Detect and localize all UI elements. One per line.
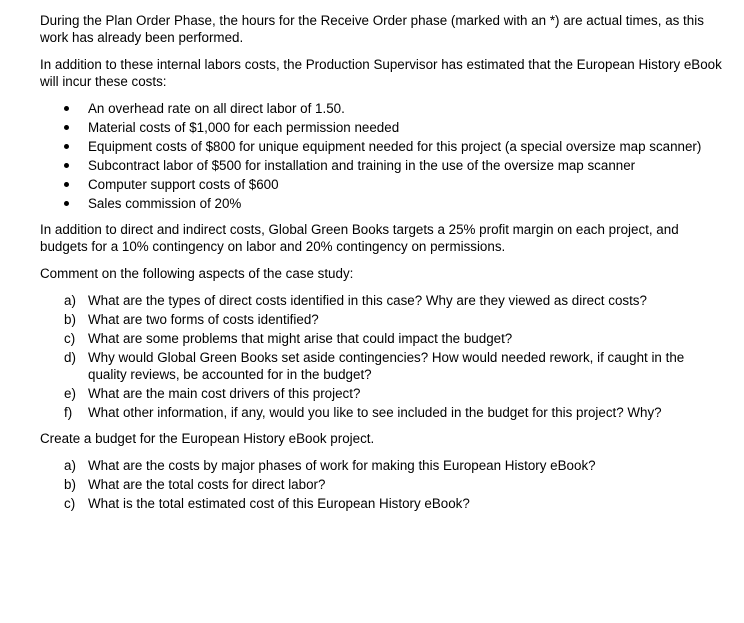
question-text: What other information, if any, would you like to see included in the budget for this project? Why? <box>88 405 662 420</box>
intro-paragraph-additional-costs: In addition to these internal labors costs, the Production Supervisor has estimated that the European History eBook will incur these costs: <box>40 57 722 89</box>
question-marker: b) <box>64 477 76 492</box>
question-text: What is the total estimated cost of this European History eBook? <box>88 496 470 511</box>
question-marker: a) <box>64 458 76 473</box>
cost-item-equipment: Equipment costs of $800 for unique equipment needed for this project (a special oversize map scanner) <box>40 138 724 155</box>
question-text: Why would Global Green Books set aside contingencies? How would needed rework, if caught in the quality reviews, be accounted for in the budget? <box>88 350 685 382</box>
comment-heading: Comment on the following aspects of the case study: <box>40 266 354 281</box>
budget-question-item <box>40 457 724 474</box>
question-marker: c) <box>64 496 76 511</box>
comment-question-list <box>40 292 724 421</box>
budget-question-item <box>40 476 724 493</box>
question-text: What are the main cost drivers of this project? <box>88 386 361 401</box>
question-text: What are two forms of costs identified? <box>88 312 319 327</box>
cost-item-computer-support: Computer support costs of $600 <box>40 176 724 193</box>
cost-list <box>40 100 724 212</box>
targets-paragraph: In addition to direct and indirect costs, Global Green Books targets a 25% profit margin on each project, and budgets for a 10% contingency on labor and 20% contingency on permissions. <box>40 222 679 254</box>
intro-paragraph-plan-order: During the Plan Order Phase, the hours for the Receive Order phase (marked with an *) are actual times, as this work has already been performed. <box>40 13 704 45</box>
comment-question-item <box>40 330 724 347</box>
cost-item-sales-commission: Sales commission of 20% <box>40 195 724 212</box>
question-text: What are the costs by major phases of work for making this European History eBook? <box>88 458 596 473</box>
comment-question-item <box>40 311 724 328</box>
question-marker: c) <box>64 331 76 346</box>
comment-question-item <box>40 349 724 383</box>
comment-question-item <box>40 292 724 309</box>
question-marker: d) <box>64 350 76 365</box>
question-marker: b) <box>64 312 76 327</box>
question-text: What are the total costs for direct labor? <box>88 477 326 492</box>
question-text: What are the types of direct costs identified in this case? Why are they viewed as direct costs? <box>88 293 647 308</box>
cost-item-material: Material costs of $1,000 for each permission needed <box>40 119 724 136</box>
cost-item-subcontract: Subcontract labor of $500 for installation and training in the use of the oversize map scanner <box>40 157 724 174</box>
question-marker: a) <box>64 293 76 308</box>
budget-question-list <box>40 457 724 512</box>
budget-question-item <box>40 495 724 512</box>
budget-heading: Create a budget for the European History eBook project. <box>40 431 375 446</box>
comment-question-item <box>40 404 724 421</box>
question-marker: e) <box>64 386 76 401</box>
question-text: What are some problems that might arise that could impact the budget? <box>88 331 513 346</box>
cost-item-overhead: An overhead rate on all direct labor of 1.50. <box>40 100 724 117</box>
question-marker: f) <box>64 405 73 420</box>
comment-question-item <box>40 385 724 402</box>
